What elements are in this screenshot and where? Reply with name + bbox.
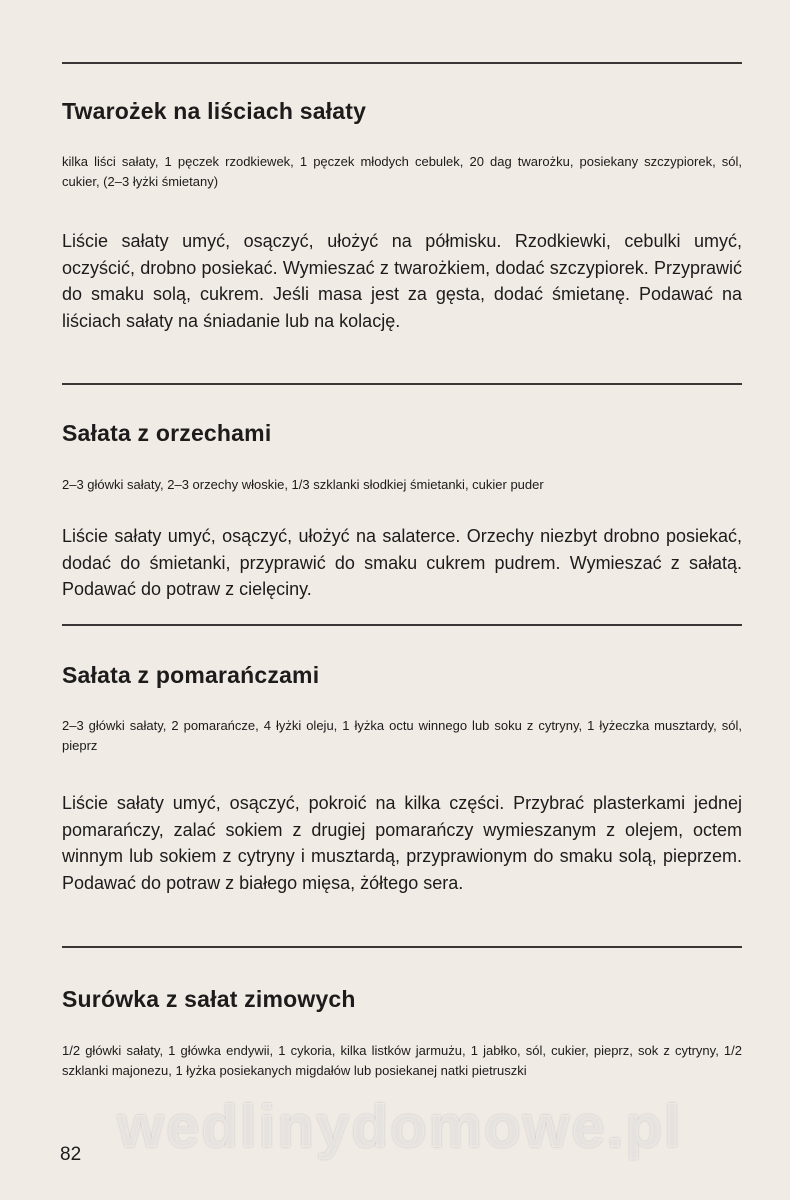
recipe-title: Twarożek na liściach sałaty — [62, 98, 367, 124]
watermark: wedlinydomowe.pl — [117, 1093, 683, 1160]
recipe-ingredients: 2–3 główki sałaty, 2–3 orzechy włoskie, 1/3 szklanki słodkiej śmietanki, cukier puder — [62, 477, 544, 492]
recipe-ingredients: kilka liści sałaty, 1 pęczek rzodkiewek, 1 pęczek młodych cebulek, 20 dag twarożku, posiekany szczypiorek, sól, cukier, (2–3 łyżki śmietany) — [62, 154, 742, 189]
recipe-title: Surówka z sałat zimowych — [62, 986, 356, 1012]
page-number: 82 — [60, 1144, 82, 1165]
recipe-ingredients: 2–3 główki sałaty, 2 pomarańcze, 4 łyżki oleju, 1 łyżka octu winnego lub soku z cytryny, 1 łyżeczka musztardy, sól, pieprz — [62, 718, 742, 753]
recipe-title: Sałata z pomarańczami — [62, 662, 320, 688]
recipe-title: Sałata z orzechami — [62, 420, 272, 446]
section-divider — [62, 383, 742, 385]
recipe-instructions: Liście sałaty umyć, osączyć, ułożyć na salaterce. Orzechy niezbyt drobno posiekać, dodać do śmietanki, przyprawić do smaku cukrem pudrem. Wymieszać z sałatą. Podawać do potraw z cielęciny. — [62, 526, 742, 599]
section-divider — [62, 624, 742, 626]
recipe-instructions: Liście sałaty umyć, osączyć, pokroić na kilka części. Przybrać plasterkami jednej pomarańczy, zalać sokiem z drugiej pomarańczy wymieszanym z olejem, octem winnym lub sokiem z cytryny i musztardą, przyprawionym do smaku solą, pieprzem. Podawać do potraw z białego mięsa, żółtego sera. — [62, 793, 742, 893]
section-divider — [62, 62, 742, 64]
recipe-instructions: Liście sałaty umyć, osączyć, ułożyć na półmisku. Rzodkiewki, cebulki umyć, oczyścić, drobno posiekać. Wymieszać z twarożkiem, dodać szczypiorek. Przyprawić do smaku solą, cukrem. Jeśli masa jest za gęsta, dodać śmietanę. Podawać na liściach sałaty na śniadanie lub na kolację. — [62, 231, 742, 331]
recipe-ingredients: 1/2 główki sałaty, 1 główka endywii, 1 cykoria, kilka listków jarmużu, 1 jabłko, sól, cukier, pieprz, sok z cytryny, 1/2 szklanki majonezu, 1 łyżka posiekanych migdałów lub posiekanej natki pietruszki — [62, 1043, 742, 1078]
section-divider — [62, 946, 742, 948]
